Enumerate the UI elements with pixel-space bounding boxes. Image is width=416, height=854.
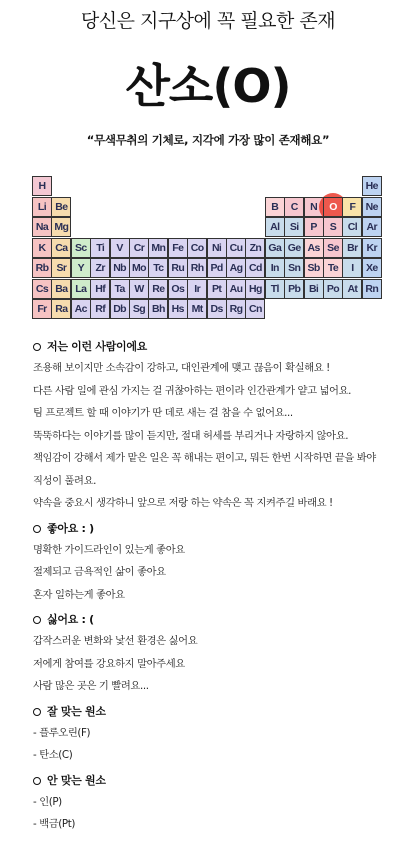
element-cell-Cu: Cu — [226, 238, 246, 258]
section-line: 명확한 가이드라인이 있는게 좋아요 — [33, 543, 185, 556]
element-cell-Br: Br — [342, 238, 362, 258]
page-subtitle: 당신은 지구상에 꼭 필요한 존재 — [80, 10, 336, 32]
element-quote: “무색무취의 기체로, 지각에 가장 많이 존재해요” — [86, 133, 330, 147]
element-cell-Ir: Ir — [187, 279, 207, 299]
element-cell-Db: Db — [110, 299, 130, 319]
element-cell-Hg: Hg — [245, 279, 265, 299]
element-cell-O: O — [323, 197, 343, 217]
element-cell-Rf: Rf — [90, 299, 110, 319]
section-line: 뚝뚝하다는 이야기를 많이 듣지만, 절대 허세를 부리거나 자랑하지 않아요. — [33, 429, 349, 442]
element-cell-Au: Au — [226, 279, 246, 299]
element-cell-Al: Al — [265, 217, 285, 237]
element-cell-Na: Na — [32, 217, 52, 237]
circle-bullet-icon — [33, 708, 41, 716]
element-cell-He: He — [362, 176, 382, 196]
element-cell-Co: Co — [187, 238, 207, 258]
element-cell-Sn: Sn — [284, 258, 304, 278]
element-cell-Ni: Ni — [207, 238, 227, 258]
section-line: - 탄소(C) — [33, 749, 73, 761]
element-cell-S: S — [323, 217, 343, 237]
element-cell-Sr: Sr — [51, 258, 71, 278]
element-cell-Cl: Cl — [342, 217, 362, 237]
description-sections — [33, 337, 405, 840]
element-cell-Sc: Sc — [71, 238, 91, 258]
element-cell-Pd: Pd — [207, 258, 227, 278]
element-cell-Mg: Mg — [51, 217, 71, 237]
section-line: 직성이 풀려요. — [33, 474, 97, 487]
element-cell-Po: Po — [323, 279, 343, 299]
element-cell-Ta: Ta — [110, 279, 130, 299]
element-cell-C: C — [284, 197, 304, 217]
section-heading — [33, 610, 405, 630]
element-cell-Cs: Cs — [32, 279, 52, 299]
circle-bullet-icon — [33, 525, 41, 533]
element-cell-Cr: Cr — [129, 238, 149, 258]
element-cell-Ac: Ac — [71, 299, 91, 319]
element-cell-Be: Be — [51, 197, 71, 217]
element-cell-Cn: Cn — [245, 299, 265, 319]
element-cell-Mo: Mo — [129, 258, 149, 278]
element-cell-Cd: Cd — [245, 258, 265, 278]
element-cell-Ar: Ar — [362, 217, 382, 237]
element-cell-Pt: Pt — [207, 279, 227, 299]
section-line: - 백금(Pt) — [33, 818, 75, 830]
element-cell-Mn: Mn — [148, 238, 168, 258]
element-cell-Zr: Zr — [90, 258, 110, 278]
section-heading — [33, 771, 405, 791]
element-cell-Mt: Mt — [187, 299, 207, 319]
element-cell-Ge: Ge — [284, 238, 304, 258]
element-cell-I: I — [342, 258, 362, 278]
element-cell-Ds: Ds — [207, 299, 227, 319]
element-cell-Nb: Nb — [110, 258, 130, 278]
element-cell-Zn: Zn — [245, 238, 265, 258]
element-cell-Ru: Ru — [168, 258, 188, 278]
section-line: 다른 사람 일에 관심 가지는 걸 귀찮아하는 편이라 인간관계가 얕고 넓어요. — [33, 384, 352, 397]
element-cell-F: F — [342, 197, 362, 217]
element-cell-Pb: Pb — [284, 279, 304, 299]
element-cell-Se: Se — [323, 238, 343, 258]
element-cell-Li: Li — [32, 197, 52, 217]
element-cell-Fr: Fr — [32, 299, 52, 319]
section-heading — [33, 702, 405, 722]
element-cell-Ba: Ba — [51, 279, 71, 299]
element-cell-Y: Y — [71, 258, 91, 278]
circle-bullet-icon — [33, 343, 41, 351]
element-cell-P: P — [304, 217, 324, 237]
element-cell-Os: Os — [168, 279, 188, 299]
element-cell-N: N — [304, 197, 324, 217]
element-cell-Tc: Tc — [148, 258, 168, 278]
element-cell-Rn: Rn — [362, 279, 382, 299]
section-heading-text: 안 맞는 원소 — [47, 773, 106, 787]
section-line: 조용해 보이지만 소속감이 강하고, 대인관계에 맺고 끊음이 확실해요 ! — [33, 362, 330, 374]
element-cell-Xe: Xe — [362, 258, 382, 278]
element-cell-V: V — [110, 238, 130, 258]
element-cell-Rh: Rh — [187, 258, 207, 278]
section-line: 저에게 참여를 강요하지 말아주세요 — [33, 657, 185, 670]
section-heading-text: 좋아요 : ) — [47, 521, 94, 535]
element-cell-La: La — [71, 279, 91, 299]
element-cell-Rg: Rg — [226, 299, 246, 319]
element-cell-Sg: Sg — [129, 299, 149, 319]
element-cell-Hs: Hs — [168, 299, 188, 319]
section-line: - 플루오린(F) — [33, 726, 91, 739]
circle-bullet-icon — [33, 777, 41, 785]
element-cell-Ga: Ga — [265, 238, 285, 258]
element-cell-Ra: Ra — [51, 299, 71, 319]
element-cell-Te: Te — [323, 258, 343, 278]
element-cell-Ne: Ne — [362, 197, 382, 217]
element-cell-H: H — [32, 176, 52, 196]
element-cell-At: At — [342, 279, 362, 299]
element-cell-Rb: Rb — [32, 258, 52, 278]
section-line: 약속을 중요시 생각하니 앞으로 저랑 하는 약속은 꼭 지켜주길 바래요 ! — [33, 497, 333, 509]
element-cell-Sb: Sb — [304, 258, 324, 278]
element-cell-K: K — [32, 238, 52, 258]
element-cell-Fe: Fe — [168, 238, 188, 258]
section-heading-text: 저는 이런 사람이에요 — [47, 340, 147, 353]
element-cell-Bh: Bh — [148, 299, 168, 319]
section-line: - 인(P) — [33, 795, 62, 808]
circle-bullet-icon — [33, 616, 41, 624]
section-heading — [33, 337, 405, 357]
element-cell-Ag: Ag — [226, 258, 246, 278]
section-line: 사람 많은 곳은 기 빨려요... — [33, 680, 149, 692]
element-cell-Bi: Bi — [304, 279, 324, 299]
element-cell-Kr: Kr — [362, 238, 382, 258]
element-cell-Re: Re — [148, 279, 168, 299]
section-line: 절제되고 금욕적인 삶이 좋아요 — [33, 566, 166, 578]
element-cell-Ca: Ca — [51, 238, 71, 258]
element-cell-W: W — [129, 279, 149, 299]
element-cell-Tl: Tl — [265, 279, 285, 299]
section-line: 갑작스러운 변화와 낯선 환경은 싫어요 — [33, 635, 198, 647]
element-cell-As: As — [304, 238, 324, 258]
section-line: 팀 프로젝트 할 때 이야기가 딴 데로 새는 걸 참을 수 없어요... — [33, 407, 293, 419]
element-cell-Ti: Ti — [90, 238, 110, 258]
element-cell-In: In — [265, 258, 285, 278]
element-cell-Si: Si — [284, 217, 304, 237]
element-cell-B: B — [265, 197, 285, 217]
section-heading-text: 싫어요 : ( — [47, 613, 94, 626]
element-title: 산소(O) — [125, 59, 291, 113]
section-heading — [33, 519, 405, 539]
element-cell-Hf: Hf — [90, 279, 110, 299]
section-line: 혼자 일하는게 좋아요 — [33, 588, 125, 601]
section-line: 책임감이 강해서 제가 맡은 일은 꼭 해내는 편이고, 뭐든 한번 시작하면 끝을 봐야 — [33, 452, 376, 464]
section-heading-text: 잘 맞는 원소 — [47, 704, 106, 718]
